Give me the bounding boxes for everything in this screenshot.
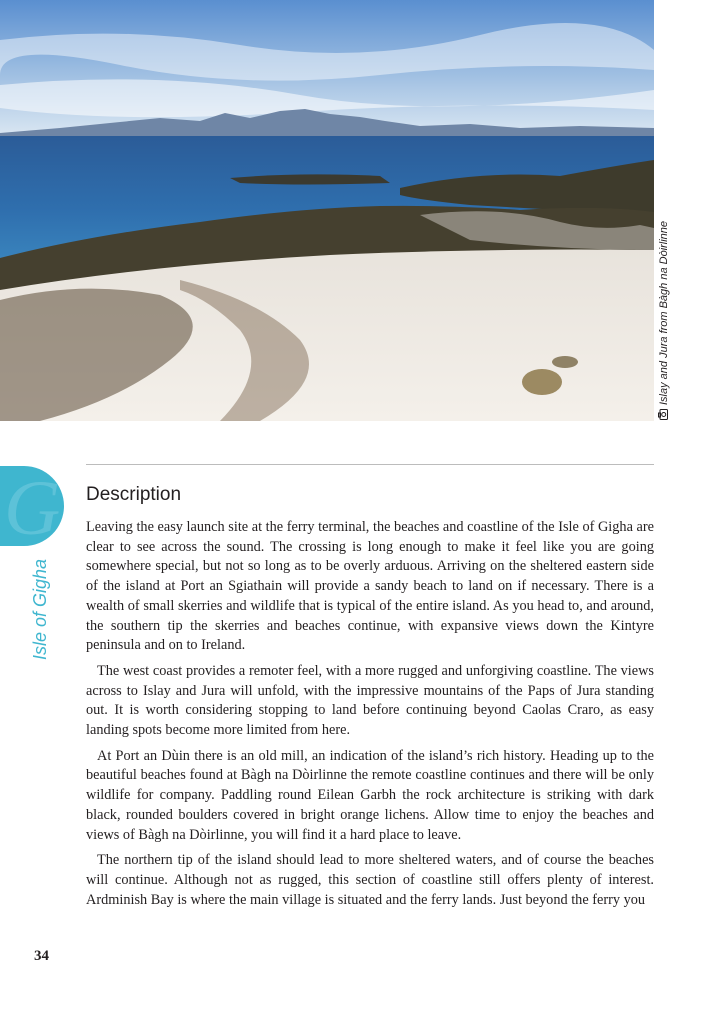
section-number: 4 xyxy=(68,488,82,515)
paragraph: At Port an Dùin there is an old mill, an indication of the island’s rich history. Heading up to the beautiful beaches found at Bàgh na Dòirlinne the remote coastline continues and there will be only wildlife for company. Paddling round Eilean Garbh the rock architecture is striking with dark black, rounded boulders covered in bright orange lichens. Allow time to enjoy the beaches and views of Bàgh na Dòirlinne, you will find it a hard place to leave. xyxy=(86,747,654,843)
section-heading: Description xyxy=(86,484,182,505)
side-label: Isle of Gigha xyxy=(30,558,50,660)
description-body xyxy=(86,518,654,916)
page-number: 34 xyxy=(34,948,49,964)
section-divider xyxy=(86,464,654,465)
coastline-photo xyxy=(0,0,654,421)
paragraph: The northern tip of the island should lead to more sheltered waters, and of course the beaches will continue. Although not as rugged, this section of coastline still offers plenty of interest. Ardminish Bay is where the main village is situated and the ferry lands. Just beyond the ferry you xyxy=(86,852,654,908)
svg-text:G: G xyxy=(4,466,61,546)
photo-caption xyxy=(658,0,680,421)
paragraph: The west coast provides a remoter feel, with a more rugged and unforgiving coastline. The views across to Islay and Jura will unfold, with the impressive mountains of the Paps of Jura standing out. It is worth considering stopping to land before continuing beyond Caolas Craro, as easy landing spots become more limited from here. xyxy=(86,662,654,739)
camera-icon xyxy=(658,409,671,420)
paragraph: Leaving the easy launch site at the ferry terminal, the beaches and coastline of the Isle of Gigha are clear to see across the sound. The crossing is long enough to make it feel like you are going somewhere special, but not so long as to be overly arduous. Arriving on the sheltered eastern side of the island at Port an Sgiathain will provide a sandy beach to land on if necessary. There is a wealth of small skerries and wildlife that is typical of the entire island. As you head to, and around, the southern tip the skerries and beaches continue, with expansive views down the Kintyre peninsula and on to Ireland. xyxy=(86,519,654,654)
section-tab xyxy=(0,466,64,546)
photo-caption-text: Islay and Jura from Bàgh na Dòirlinne xyxy=(658,220,670,405)
